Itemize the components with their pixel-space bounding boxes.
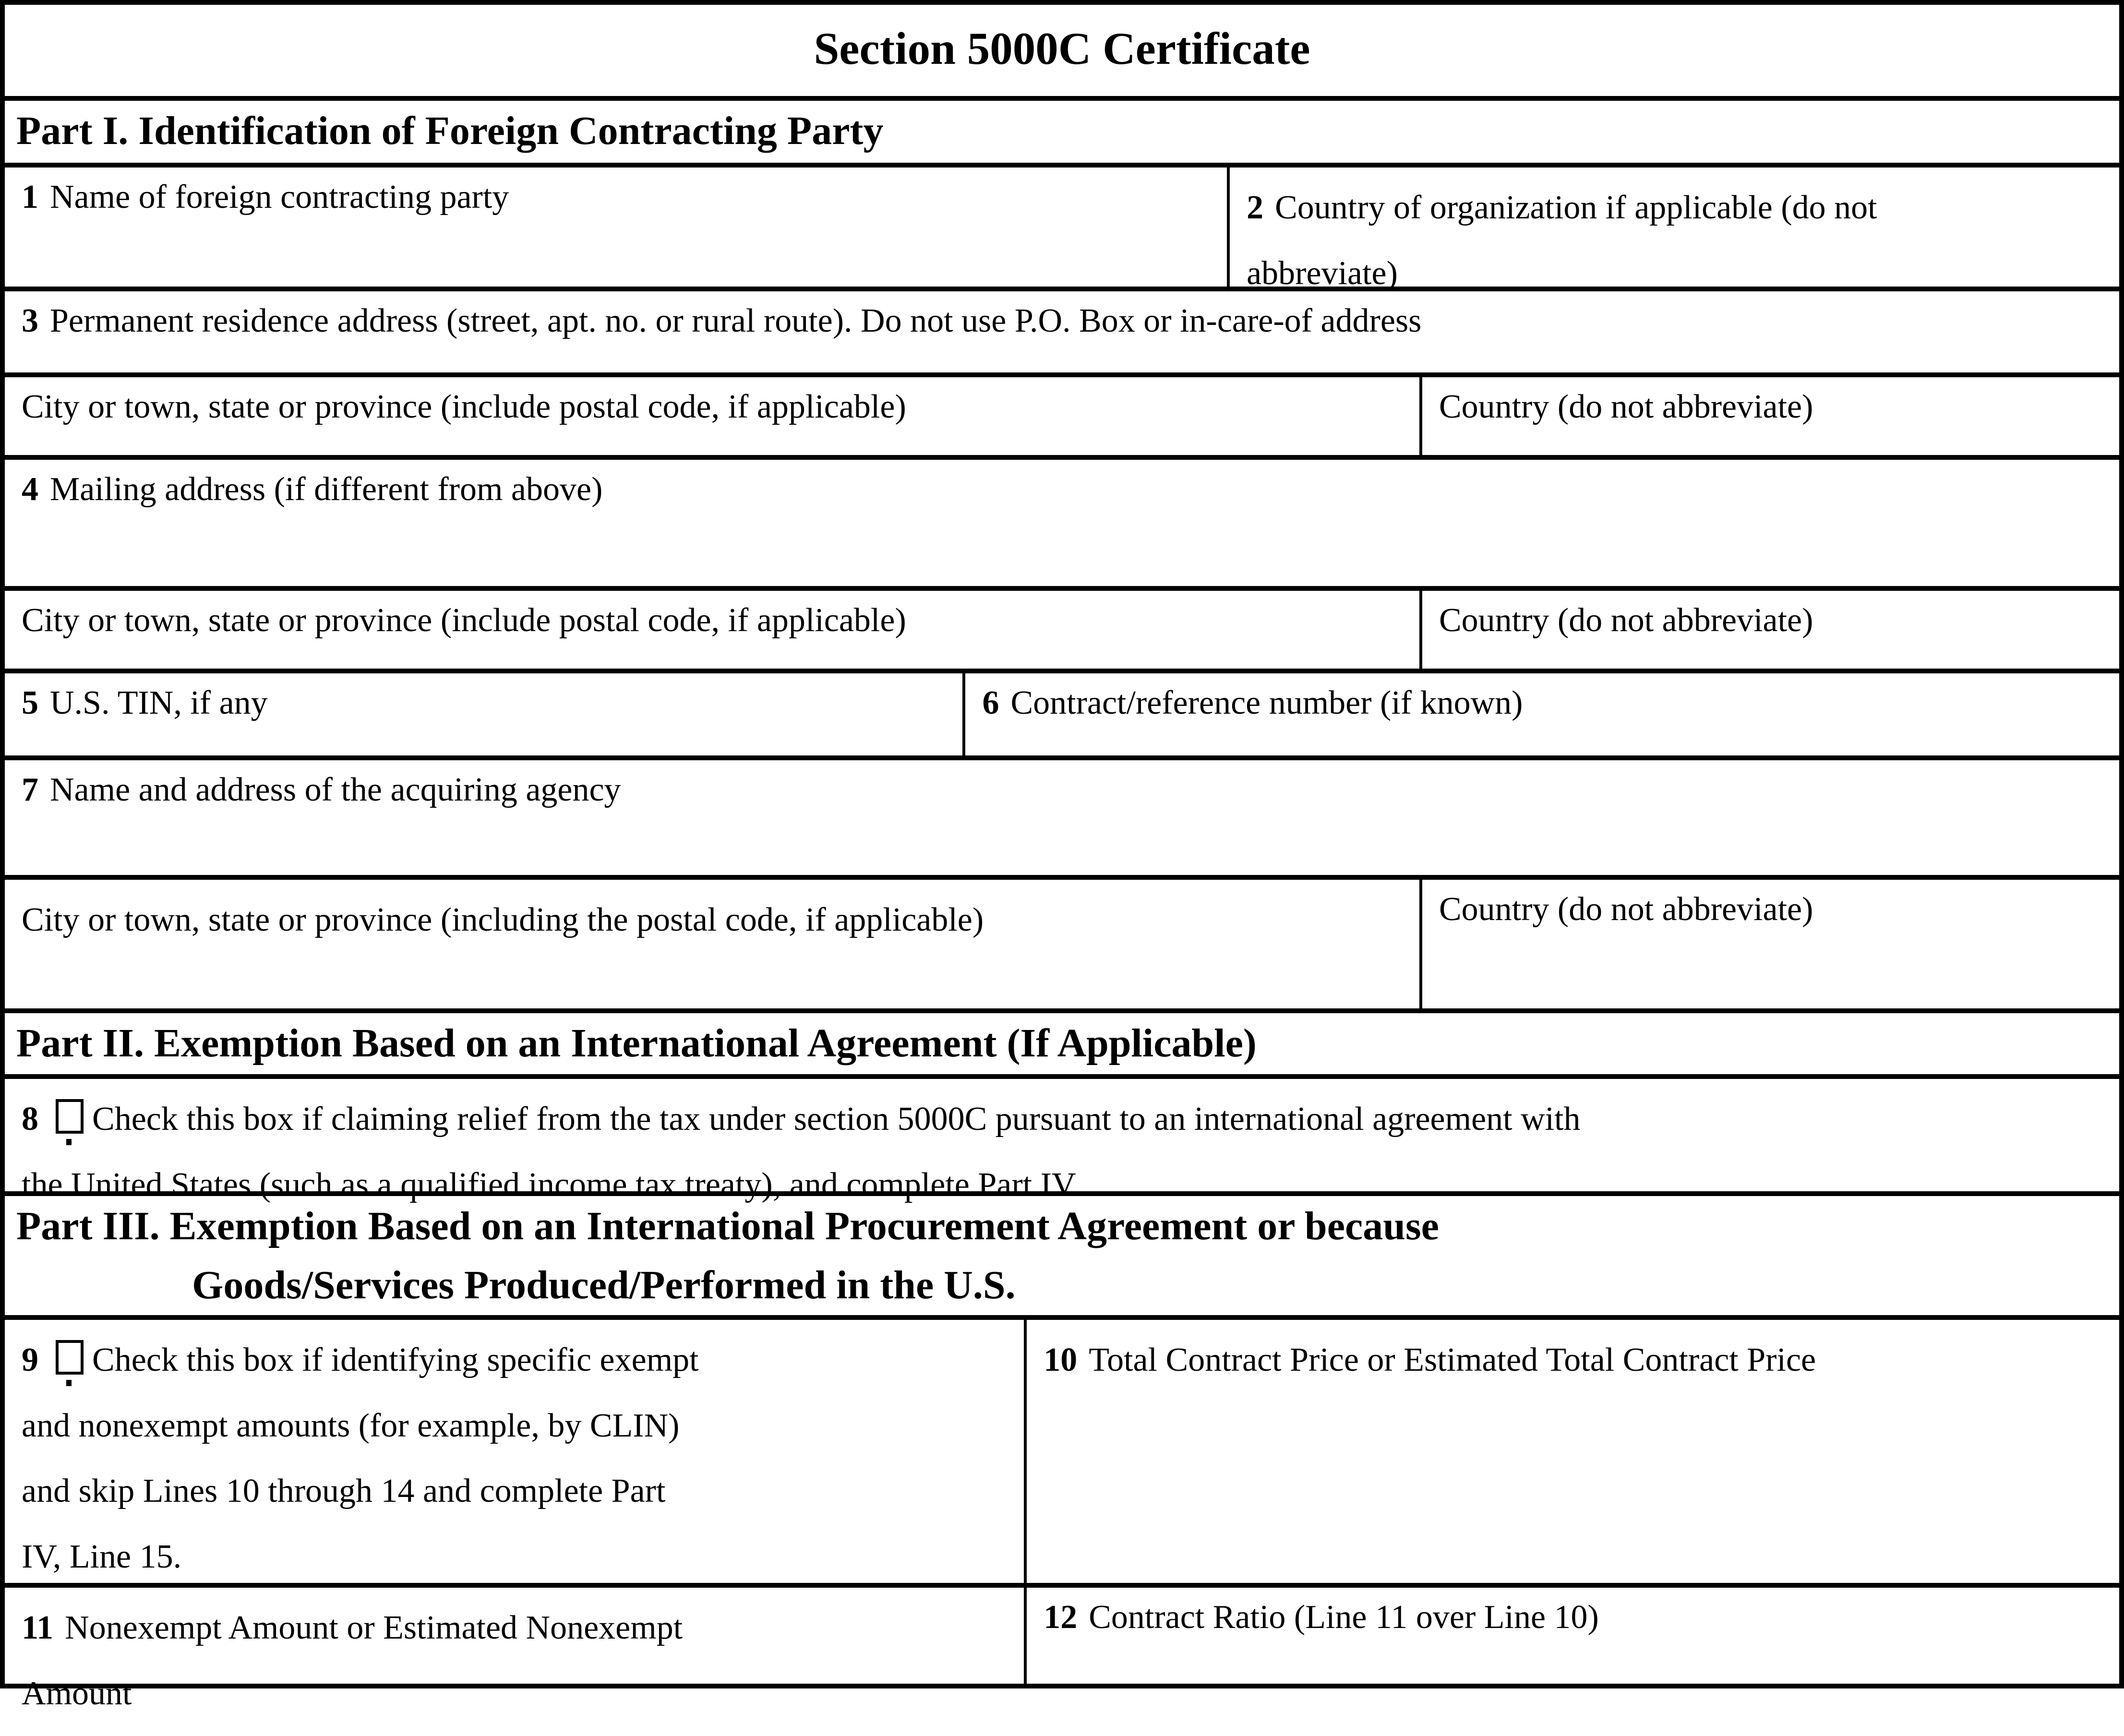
field-8-international-agreement-exemption (5, 1079, 2119, 1203)
field-6-contract-reference-number (962, 673, 2119, 755)
field-12-label (1044, 1595, 2102, 1639)
field-12-input-area[interactable] (1044, 1639, 2102, 1684)
form-title: Section 5000C Certificate (814, 23, 1310, 74)
field-2-label (1247, 175, 1967, 306)
row-9-10 (5, 1320, 2119, 1588)
item-number-4: 4 (22, 471, 38, 508)
field-12-label-text: Contract Ratio (Line 11 over Line 10) (1089, 1599, 1599, 1636)
field-7-acquiring-agency (5, 760, 2119, 875)
item-number-10: 10 (1044, 1341, 1078, 1378)
row-1-2 (5, 168, 2119, 291)
field-3-label-text: Permanent residence address (street, apt. no. or rural route). Do not use P.O. Box or in-care-of address (50, 302, 1422, 339)
field-city-3 (5, 880, 1419, 1008)
field-6-input-area[interactable] (982, 725, 2102, 755)
field-4-mailing-address (5, 460, 2119, 586)
field-5-us-tin (5, 673, 962, 755)
part2-header-row (5, 1013, 2119, 1079)
field-5-input-area[interactable] (22, 725, 946, 755)
field-7-label-text: Name and address of the acquiring agency (50, 771, 621, 808)
field-country-1-input-area[interactable] (1439, 429, 2102, 455)
field-country-1-label: Country (do not abbreviate) (1439, 388, 1813, 425)
field-6-label (982, 681, 2102, 725)
field-4-label-text: Mailing address (if different from above) (50, 471, 603, 508)
item-number-3: 3 (22, 302, 38, 339)
row-city-country-1 (5, 377, 2119, 460)
field-2-label-text: Country of organization if applicable (do not abbreviate) (1247, 189, 1877, 292)
field-6-label-text: Contract/reference number (if known) (1010, 684, 1523, 721)
field-country-3-input-area[interactable] (1439, 931, 2102, 1008)
field-country-2 (1419, 591, 2119, 669)
part1-header: Part I. Identification of Foreign Contracting Party (16, 108, 884, 153)
item-number-11: 11 (22, 1609, 54, 1646)
row-8 (5, 1079, 2119, 1203)
field-city-2-label: City or town, state or province (include postal code, if applicable) (22, 602, 906, 639)
row-7 (5, 760, 2119, 880)
field-10-total-contract-price (1024, 1320, 2119, 1583)
field-city-1-input-area[interactable] (22, 429, 1403, 455)
checkbox-9[interactable] (56, 1340, 84, 1375)
field-4-input-area[interactable] (22, 511, 2102, 586)
row-3 (5, 291, 2119, 377)
field-city-2 (5, 591, 1419, 669)
item-number-7: 7 (22, 771, 38, 808)
field-3-input-area[interactable] (22, 343, 2102, 372)
row-4 (5, 460, 2119, 591)
item-number-6: 6 (982, 684, 999, 721)
part3-header-line2: Goods/Services Produced/Performed in the U.S. (192, 1263, 1016, 1307)
field-country-3-label: Country (do not abbreviate) (1439, 891, 1813, 928)
checkbox-8[interactable] (56, 1099, 84, 1134)
field-city-2-input-area[interactable] (22, 642, 1403, 669)
row-11-12 (5, 1588, 2119, 1712)
field-1-label (22, 175, 1210, 219)
field-city-1-label: City or town, state or province (include postal code, if applicable) (22, 388, 906, 425)
field-8-label (22, 1087, 1625, 1218)
field-11-nonexempt-amount (5, 1588, 1024, 1712)
part3-header-line1: Part III. Exemption Based on an International Procurement Agreement or because (16, 1204, 1439, 1248)
part2-header: Part II. Exemption Based on an International Agreement (If Applicable) (16, 1021, 1257, 1066)
item-number-8: 8 (22, 1101, 38, 1137)
row-city-country-3 (5, 880, 2119, 1013)
field-10-input-area[interactable] (1044, 1393, 2102, 1583)
item-number-5: 5 (22, 684, 38, 721)
item-number-2: 2 (1247, 189, 1264, 226)
field-3-permanent-residence-address (5, 291, 2119, 372)
row-city-country-2 (5, 591, 2119, 673)
field-12-contract-ratio (1024, 1588, 2119, 1684)
field-4-label (22, 467, 2102, 511)
field-10-label (1044, 1328, 1917, 1393)
field-1-input-area[interactable] (22, 219, 1210, 287)
field-8-label-text: Check this box if claiming relief from the tax under section 5000C pursuant to an international agreement with the United States (such as a qualified income tax treaty), and complete Part IV. (22, 1101, 1581, 1203)
field-1-label-text: Name of foreign contracting party (50, 179, 509, 216)
field-city-1 (5, 377, 1419, 455)
part3-header-row (5, 1196, 2119, 1320)
field-7-input-area[interactable] (22, 812, 2102, 875)
field-10-label-text: Total Contract Price or Estimated Total Contract Price (1089, 1341, 1816, 1378)
field-5-label-text: U.S. TIN, if any (50, 684, 268, 721)
field-country-2-input-area[interactable] (1439, 642, 2102, 669)
item-number-9: 9 (22, 1341, 38, 1378)
field-3-label (22, 299, 2102, 343)
row-5-6 (5, 673, 2119, 760)
item-number-1: 1 (22, 179, 38, 216)
field-7-label (22, 768, 2102, 812)
field-11-input-area[interactable] (22, 1726, 1007, 1736)
field-city-3-input-area[interactable] (22, 953, 1403, 1009)
field-country-1 (1419, 377, 2119, 455)
field-11-label (22, 1595, 770, 1726)
field-2-country-of-organization (1227, 168, 2119, 292)
field-country-3 (1419, 880, 2119, 1008)
field-9-label-text: Check this box if identifying specific exempt and nonexempt amounts (for example, by CLIN) and skip Lines 10 through 14 and complete Part IV, Line 15. (22, 1341, 699, 1575)
item-number-12: 12 (1044, 1599, 1078, 1636)
part1-header-row (5, 101, 2119, 168)
field-1-foreign-party-name (5, 168, 1227, 287)
field-country-2-label: Country (do not abbreviate) (1439, 602, 1813, 639)
field-9-label (22, 1328, 708, 1590)
field-9-specific-amounts (5, 1320, 1024, 1583)
field-11-label-text: Nonexempt Amount or Estimated Nonexempt Amount (22, 1609, 683, 1712)
field-5-label (22, 681, 946, 725)
title-row (5, 5, 2119, 101)
field-city-3-label: City or town, state or province (including the postal code, if applicable) (22, 901, 984, 938)
